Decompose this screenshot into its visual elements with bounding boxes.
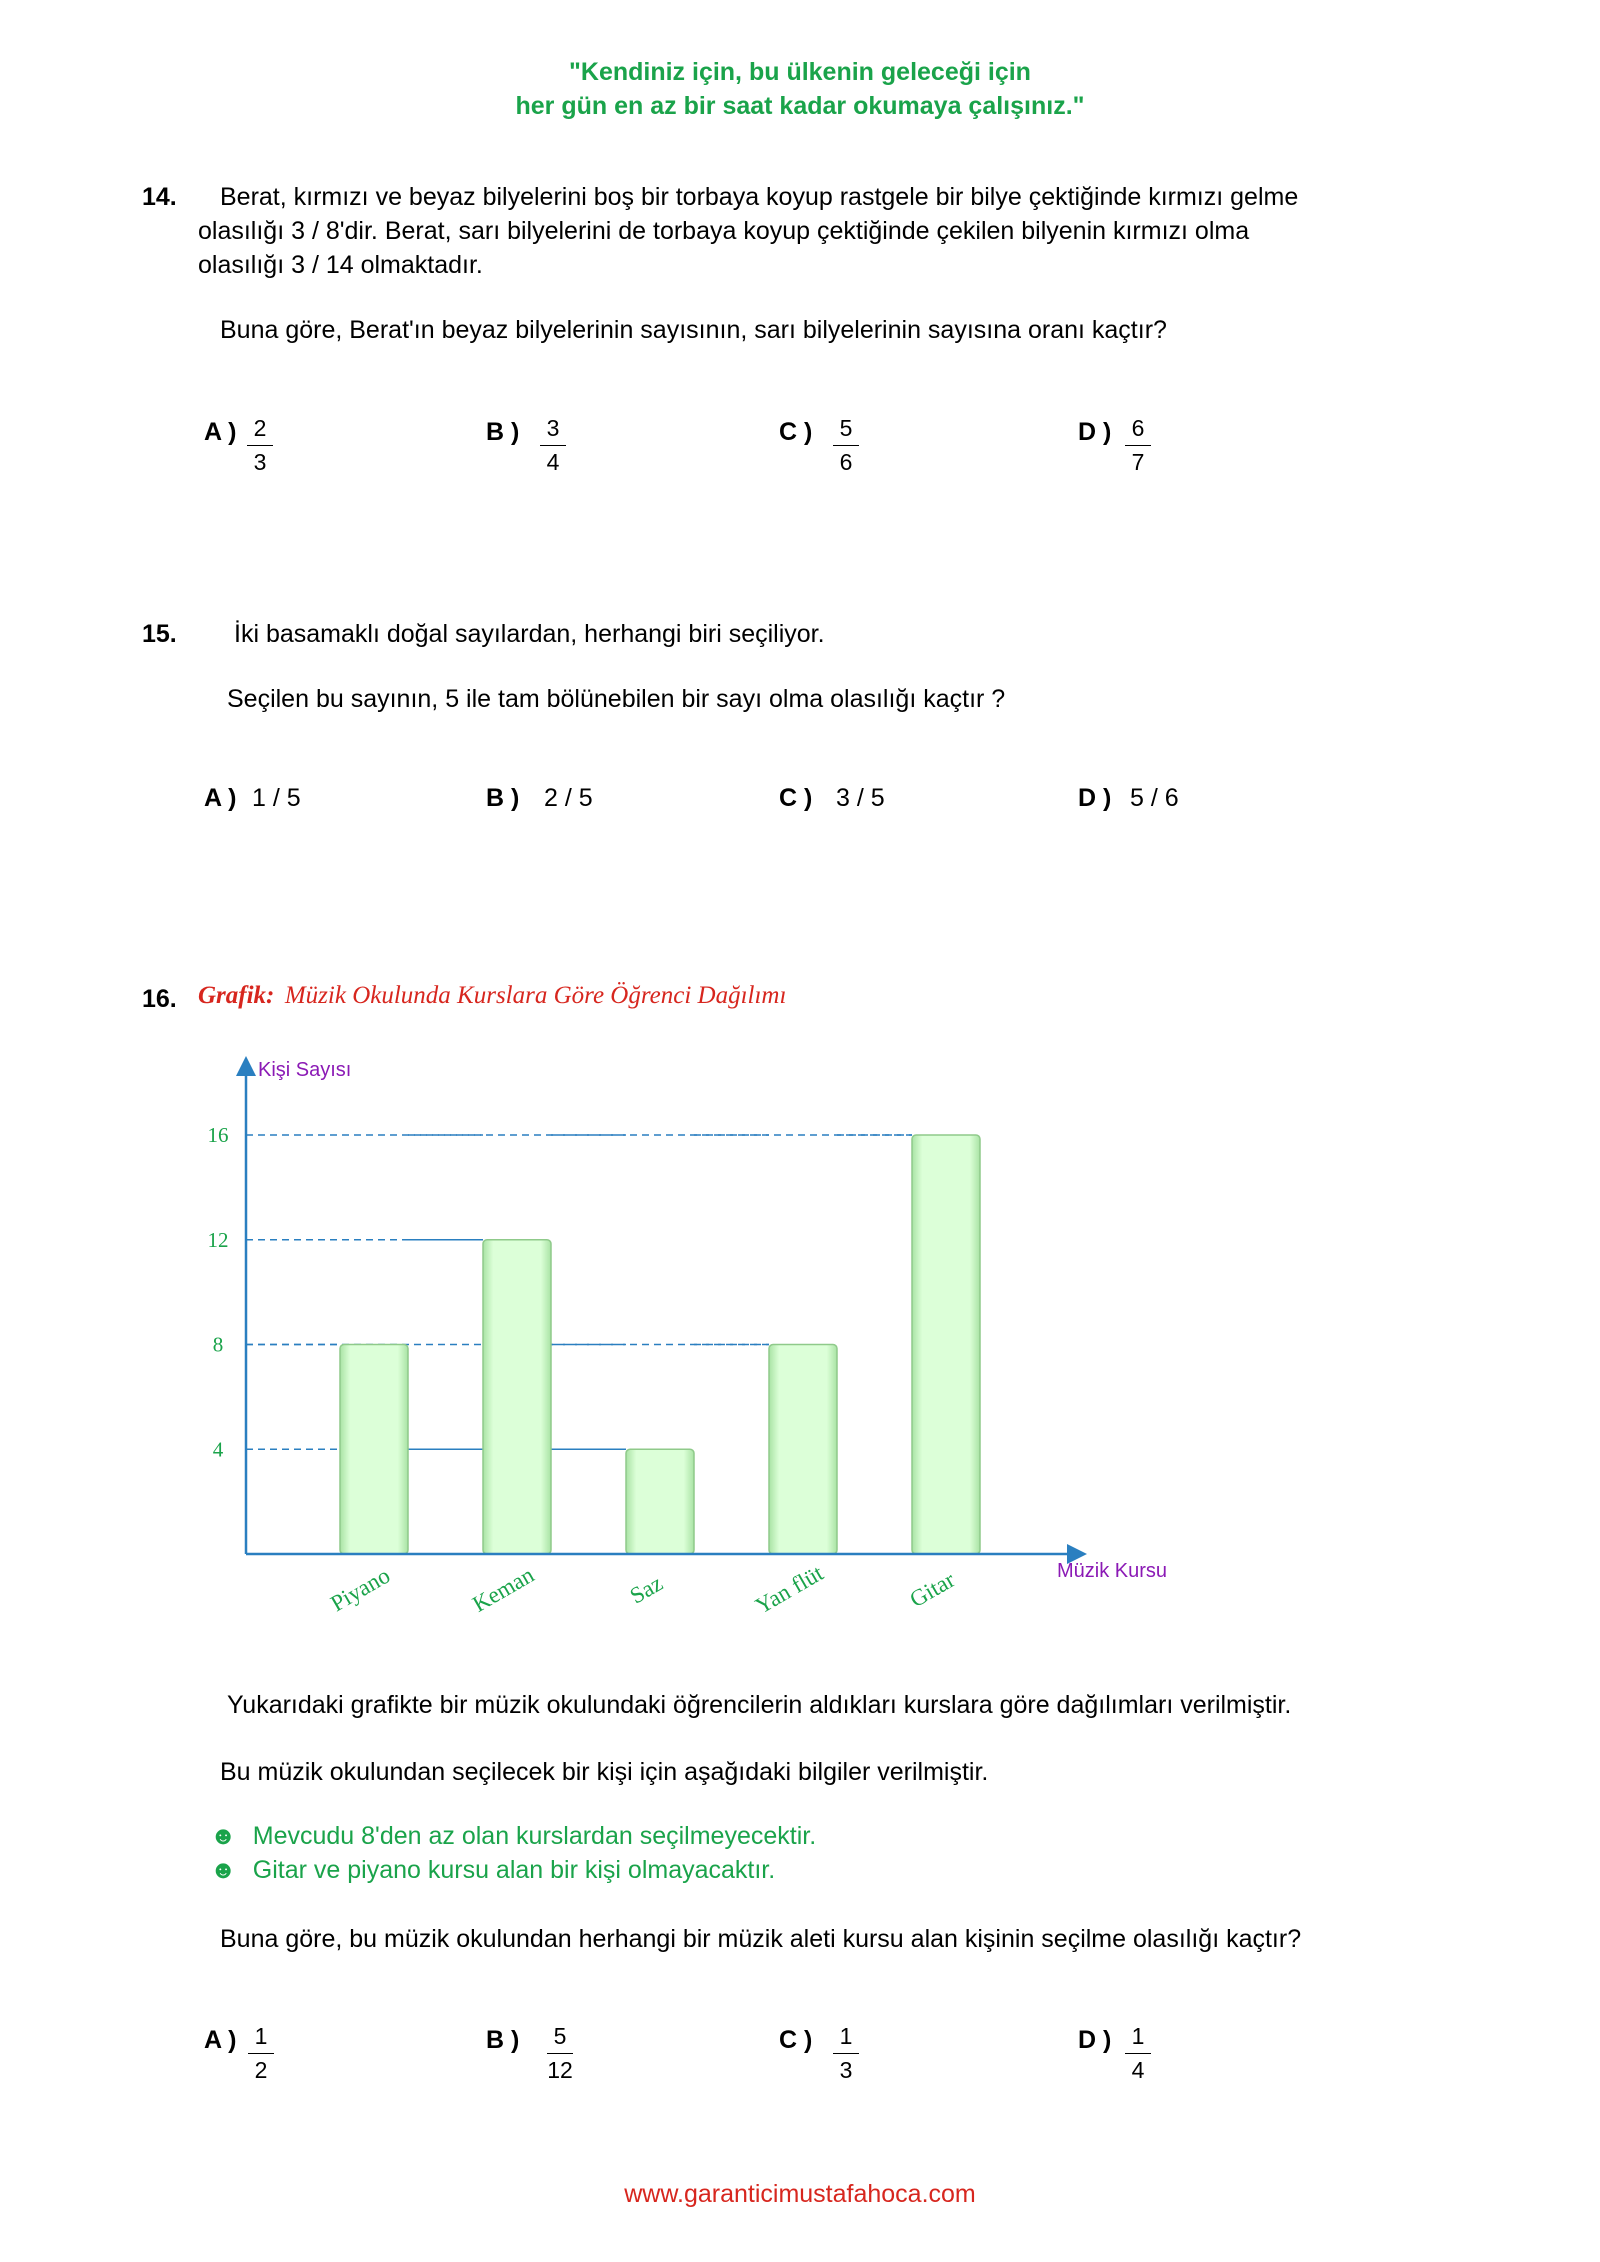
option-c-label[interactable]: C ) bbox=[779, 784, 813, 812]
option-a-label[interactable]: A ) bbox=[204, 784, 237, 812]
question-16-line-2: Bu müzik okulundan seçilecek bir kişi için aşağıdaki bilgiler verilmiştir. bbox=[220, 1758, 989, 1786]
smiley-bullet-icon: ☻ bbox=[210, 1822, 237, 1850]
fraction-denominator: 4 bbox=[546, 449, 560, 475]
option-c-value[interactable]: 3 / 5 bbox=[836, 784, 885, 812]
y-axis-title: Kişi Sayısı bbox=[258, 1059, 352, 1081]
info-bullet-text: Gitar ve piyano kursu alan bir kişi olmayacaktır. bbox=[252, 1856, 776, 1884]
option-a-fraction[interactable] bbox=[243, 414, 277, 476]
fraction-denominator: 7 bbox=[1131, 449, 1145, 475]
grafik-label: Grafik: bbox=[198, 982, 275, 1009]
option-b-fraction[interactable] bbox=[543, 2022, 577, 2084]
option-d-label[interactable]: D ) bbox=[1078, 418, 1112, 446]
question-14-prompt: Buna göre, Berat'ın beyaz bilyelerinin sayısının, sarı bilyelerinin sayısına oranı kaçtır? bbox=[220, 316, 1167, 344]
option-c-label[interactable]: C ) bbox=[779, 2026, 813, 2054]
fraction-numerator: 6 bbox=[1131, 415, 1145, 441]
question-15-prompt: Seçilen bu sayının, 5 ile tam bölünebilen bir sayı olma olasılığı kaçtır ? bbox=[227, 685, 1006, 713]
fraction-numerator: 1 bbox=[839, 2023, 853, 2049]
option-c-fraction[interactable] bbox=[829, 414, 863, 476]
question-14-line-1: Berat, kırmızı ve beyaz bilyelerini boş bir torbaya koyup rastgele bir bilye çektiğinde kırmızı gelme bbox=[220, 183, 1299, 211]
bar-chart bbox=[0, 1040, 1600, 1640]
option-d-fraction[interactable] bbox=[1121, 2022, 1155, 2084]
y-tick-label: 8 bbox=[212, 1332, 224, 1357]
info-bullet-1 bbox=[210, 1822, 816, 1851]
fraction-numerator: 5 bbox=[839, 415, 853, 441]
fraction-denominator: 4 bbox=[1131, 2057, 1145, 2083]
option-b-label[interactable]: B ) bbox=[486, 784, 520, 812]
x-axis-title: Müzik Kursu bbox=[1057, 1560, 1168, 1582]
option-b-label[interactable]: B ) bbox=[486, 418, 520, 446]
option-c-label[interactable]: C ) bbox=[779, 418, 813, 446]
fraction-numerator: 1 bbox=[254, 2023, 268, 2049]
bar-yan-flüt bbox=[769, 1345, 837, 1555]
category-label: Saz bbox=[625, 1570, 667, 1609]
bar-gitar bbox=[912, 1135, 980, 1554]
option-b-label[interactable]: B ) bbox=[486, 2026, 520, 2054]
smiley-bullet-icon: ☻ bbox=[210, 1856, 237, 1884]
question-14-number: 14. bbox=[142, 183, 177, 211]
info-bullet-text: Mevcudu 8'den az olan kurslardan seçilmeyecektir. bbox=[252, 1822, 817, 1850]
motto-line-2: her gün en az bir saat kadar okumaya çalışınız." bbox=[515, 92, 1085, 120]
fraction-denominator: 12 bbox=[547, 2057, 573, 2083]
category-label: Keman bbox=[468, 1562, 539, 1617]
option-b-value[interactable]: 2 / 5 bbox=[544, 784, 593, 812]
footer-website-link[interactable]: www.garanticimustafahoca.com bbox=[624, 2180, 976, 2208]
y-tick-label: 4 bbox=[212, 1437, 224, 1462]
option-a-label[interactable]: A ) bbox=[204, 418, 237, 446]
option-c-fraction[interactable] bbox=[829, 2022, 863, 2084]
category-label: Gitar bbox=[905, 1566, 959, 1613]
question-14-line-2: olasılığı 3 / 8'dir. Berat, sarı bilyelerini de torbaya koyup çektiğinde çekilen bilyenin kırmızı olma bbox=[198, 217, 1250, 245]
fraction-denominator: 2 bbox=[254, 2057, 268, 2083]
grafik-title: Müzik Okulunda Kurslara Göre Öğrenci Dağılımı bbox=[284, 982, 787, 1009]
fraction-denominator: 3 bbox=[253, 449, 267, 475]
option-d-value[interactable]: 5 / 6 bbox=[1130, 784, 1179, 812]
bar-saz bbox=[626, 1449, 694, 1554]
category-label: Yan flüt bbox=[751, 1560, 828, 1619]
fraction-numerator: 3 bbox=[546, 415, 560, 441]
option-a-label[interactable]: A ) bbox=[204, 2026, 237, 2054]
bar-piyano bbox=[340, 1345, 408, 1555]
grafik-heading bbox=[198, 982, 786, 1010]
option-d-label[interactable]: D ) bbox=[1078, 2026, 1112, 2054]
question-15-number: 15. bbox=[142, 620, 177, 648]
motto-line-1: "Kendiniz için, bu ülkenin geleceği için bbox=[569, 58, 1031, 86]
option-d-label[interactable]: D ) bbox=[1078, 784, 1112, 812]
fraction-numerator: 5 bbox=[553, 2023, 567, 2049]
y-tick-label: 12 bbox=[207, 1227, 229, 1252]
y-tick-label: 16 bbox=[207, 1123, 229, 1147]
option-a-fraction[interactable] bbox=[244, 2022, 278, 2084]
category-label: Piyano bbox=[326, 1562, 395, 1617]
fraction-numerator: 2 bbox=[253, 415, 267, 441]
fraction-denominator: 6 bbox=[839, 449, 853, 475]
question-14-line-3: olasılığı 3 / 14 olmaktadır. bbox=[198, 251, 483, 279]
question-16-line-1: Yukarıdaki grafikte bir müzik okulundaki öğrencilerin aldıkları kurslara göre dağılımları verilmiştir. bbox=[227, 1691, 1292, 1719]
option-d-fraction[interactable] bbox=[1121, 414, 1155, 476]
bar-keman bbox=[483, 1240, 551, 1554]
question-16-prompt: Buna göre, bu müzik okulundan herhangi bir müzik aleti kursu alan kişinin seçilme olasılığı kaçtır? bbox=[220, 1925, 1302, 1953]
option-a-value[interactable]: 1 / 5 bbox=[252, 784, 301, 812]
info-bullet-2 bbox=[210, 1856, 775, 1885]
option-b-fraction[interactable] bbox=[536, 414, 570, 476]
question-16-number: 16. bbox=[142, 985, 177, 1013]
question-15-line-1: İki basamaklı doğal sayılardan, herhangi biri seçiliyor. bbox=[234, 620, 825, 648]
fraction-denominator: 3 bbox=[839, 2057, 853, 2083]
fraction-numerator: 1 bbox=[1131, 2023, 1145, 2049]
